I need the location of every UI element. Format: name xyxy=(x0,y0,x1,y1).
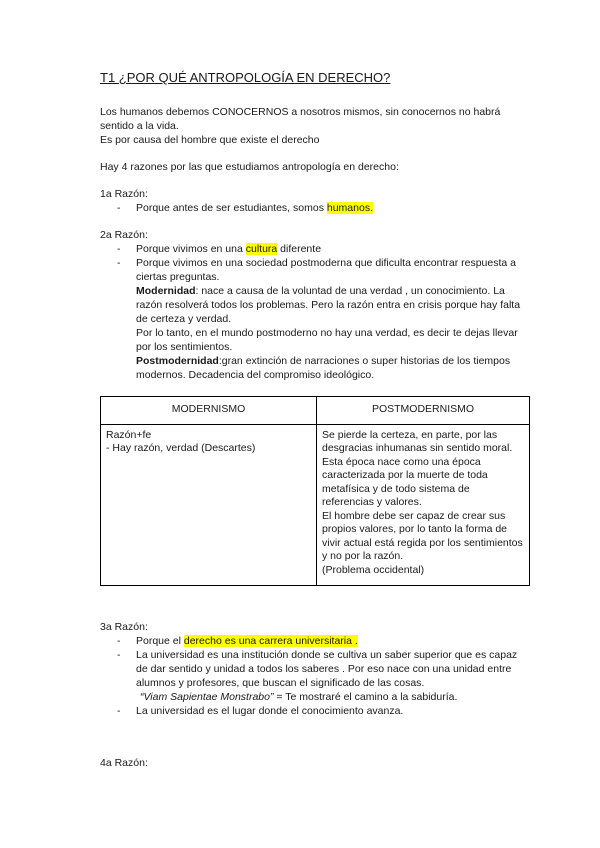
highlight: cultura xyxy=(245,243,278,255)
page-title: T1 ¿POR QUÉ ANTROPOLOGÍA EN DERECHO? xyxy=(100,70,391,85)
latin-quote: “Viam Sapientae Monstrabo” xyxy=(140,691,274,703)
list-item: - La universidad es el lugar donde el conocimiento avanza. xyxy=(117,705,404,717)
table-header-modernismo: MODERNISMO xyxy=(101,397,317,425)
highlight: derecho es una carrera universitaria . xyxy=(183,635,358,647)
reason-4-heading: 4a Razón: xyxy=(100,757,148,769)
reasons-intro: Hay 4 razones por las que estudiamos antropología en derecho: xyxy=(100,161,399,173)
table-header-row xyxy=(101,397,530,425)
list-item: - Porque vivimos en una cultura diferente xyxy=(117,243,322,255)
reason-3-list xyxy=(100,634,530,718)
list-item: - Porque antes de ser estudiantes, somos humanos. xyxy=(117,202,373,214)
reason-1-heading: 1a Razón: xyxy=(100,188,148,200)
list-item: - La universidad es una institución donde se cultiva un saber superior que es capaz de dar sentido y unidad a todos los saberes . Por eso nace con una unidad entre alumnos y profesores, que buscan el significado de las cosas. “Viam Sapientae Monstrabo” = Te mostraré el camino a la sabiduría. xyxy=(117,649,518,703)
reason-2-list xyxy=(100,242,530,284)
document-page xyxy=(100,70,530,770)
postmodern-world-text: Por lo tanto, en el mundo postmoderno no hay una verdad, es decir te dejas llevar por los sentimientos. xyxy=(136,327,518,353)
list-item: - Porque vivimos en una sociedad postmoderna que dificulta encontrar respuesta a ciertas preguntas. xyxy=(117,257,516,283)
reason-1-list xyxy=(100,201,530,215)
modernidad-definition: Modernidad: nace a causa de la voluntad de una verdad , un conocimiento. La razón resolverá todos los problemas. Pero la razón entra en crisis porque hay falta de certeza y verdad. xyxy=(136,285,521,325)
postmodernidad-definition: Postmodernidad:gran extinción de narraciones o super historias de los tiempos modernos. Decadencia del compromiso ideológico. xyxy=(136,355,511,381)
intro-line-1: Los humanos debemos CONOCERNOS a nosotros mismos, sin conocernos no habrá sentido a la vida. xyxy=(100,106,501,132)
list-item: - Porque el derecho es una carrera universitaria . xyxy=(117,635,358,647)
table-cell-postmodernismo: Se pierde la certeza, en parte, por las desgracias inhumanas sin sentido moral. Esta época nace como una época caracterizada por la muerte de toda metafísica y de todo sistema de referencias y valores. El hombre debe ser capaz de crear sus propios valores, por lo tanto la forma de vivir actual está regida por los sentimientos y no por la razón. (Problema occidental) xyxy=(317,424,530,586)
table-row xyxy=(101,424,530,586)
reason-2-heading: 2a Razón: xyxy=(100,229,148,241)
table-header-postmodernismo: POSTMODERNISMO xyxy=(317,397,530,425)
comparison-table xyxy=(100,396,530,586)
reason-3-heading: 3a Razón: xyxy=(100,621,148,633)
highlight: humanos. xyxy=(326,202,373,214)
table-cell-modernismo: Razón+fe - Hay razón, verdad (Descartes) xyxy=(101,424,317,586)
intro-line-2: Es por causa del hombre que existe el derecho xyxy=(100,134,320,146)
